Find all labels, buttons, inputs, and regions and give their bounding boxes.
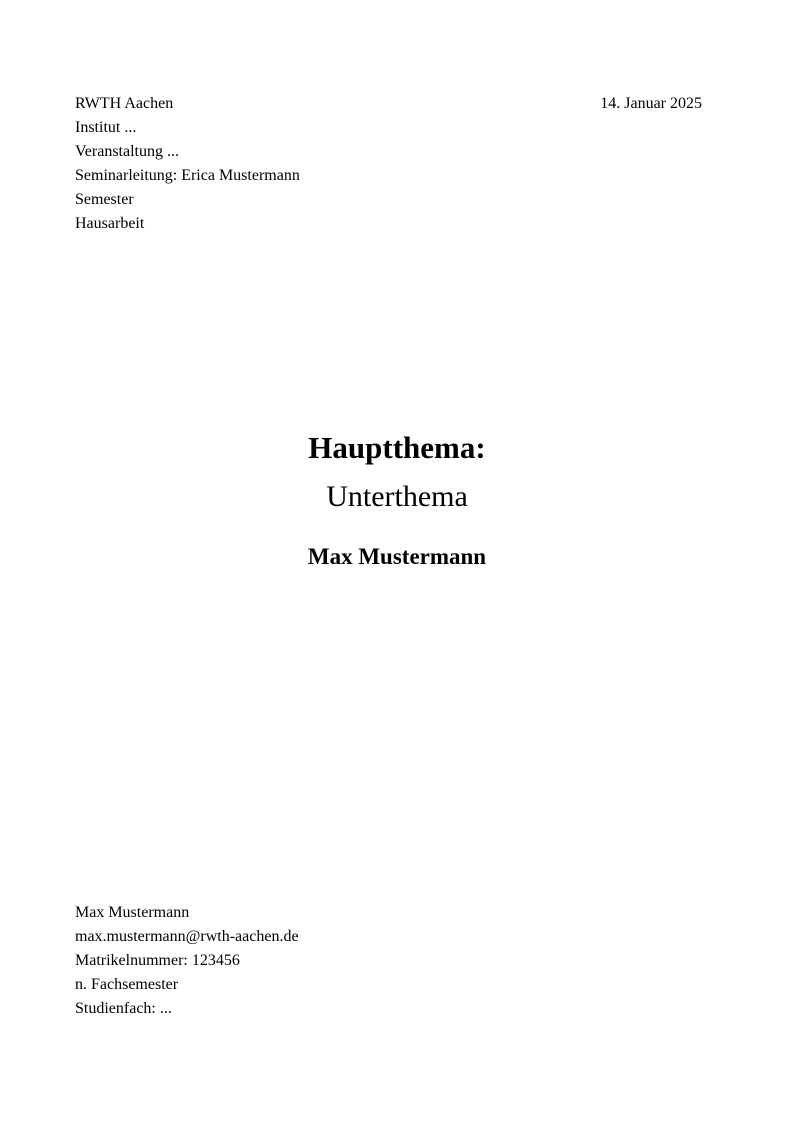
document-subtitle: Unterthema [326, 480, 468, 513]
seminar-leader-line: Seminarleitung: Erica Mustermann [75, 167, 300, 184]
matriculation-number-line: Matrikelnummer: 123456 [75, 952, 240, 969]
semester-line: Semester [75, 191, 134, 208]
document-type-line: Hausarbeit [75, 215, 145, 232]
document-title: Hauptthema: [308, 430, 486, 465]
author-details-block [75, 901, 299, 1021]
title-block [0, 430, 794, 570]
institute-line: Institut ... [75, 119, 137, 136]
field-of-study-line: Studienfach: ... [75, 1000, 172, 1017]
date: 14. Januar 2025 [600, 95, 702, 112]
header-block [75, 92, 702, 236]
author-email-line: max.mustermann@rwth-aachen.de [75, 928, 299, 945]
course-line: Veranstaltung ... [75, 143, 179, 160]
institution-line: RWTH Aachen [75, 95, 174, 112]
semester-count-line: n. Fachsemester [75, 976, 179, 993]
author-name: Max Mustermann [307, 544, 487, 569]
author-name-line: Max Mustermann [75, 904, 190, 921]
